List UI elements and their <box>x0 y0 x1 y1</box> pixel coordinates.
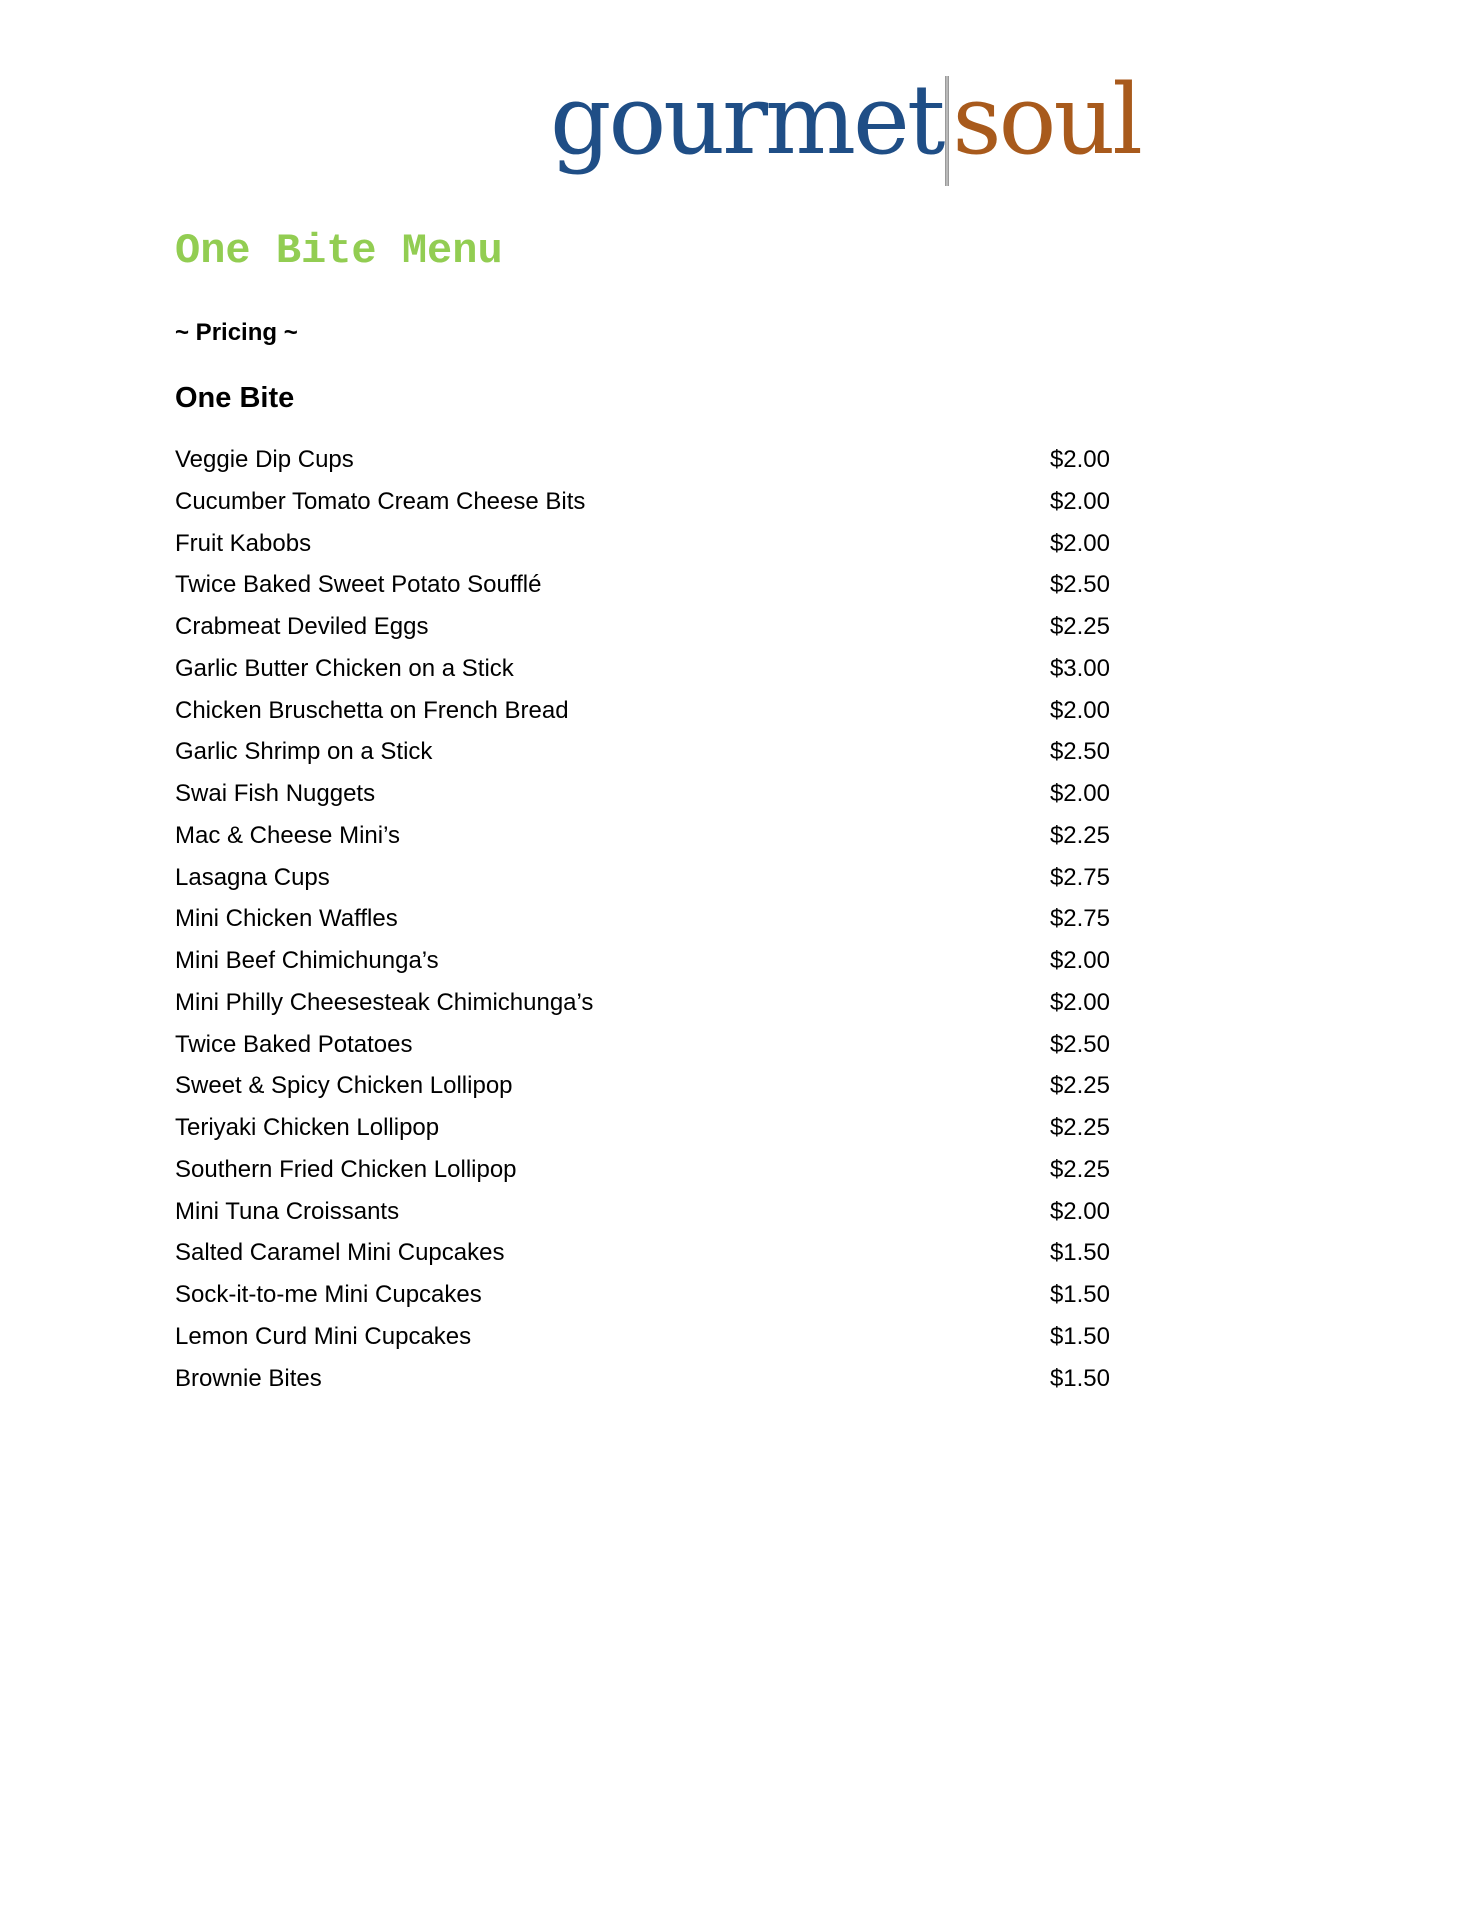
menu-item-name: Swai Fish Nuggets <box>175 780 376 807</box>
menu-item-name: Fruit Kabobs <box>175 529 312 557</box>
menu-item-name: Garlic Shrimp on a Stick <box>175 738 433 766</box>
menu-item <box>175 1065 1110 1107</box>
menu-item <box>175 1316 1110 1358</box>
menu-item-price: $2.00 <box>1049 487 1110 515</box>
menu-item-price: $2.25 <box>1049 613 1110 640</box>
menu-item <box>175 481 1110 523</box>
menu-item-price: $3.00 <box>1049 654 1110 682</box>
menu-item <box>175 857 1110 899</box>
menu-item <box>175 731 1110 773</box>
menu-item <box>175 523 1110 565</box>
menu-item-price: $2.00 <box>1049 1197 1110 1225</box>
menu-item-name: Crabmeat Deviled Eggs <box>175 613 429 640</box>
menu-item <box>175 606 1110 648</box>
menu-item-name: Mini Chicken Waffles <box>175 905 398 933</box>
menu-item-price: $1.50 <box>1049 1364 1110 1392</box>
menu-item-price: $2.50 <box>1049 738 1110 766</box>
menu-item-name: Garlic Butter Chicken on a Stick <box>175 654 514 682</box>
menu-item-name: Salted Caramel Mini Cupcakes <box>175 1239 505 1267</box>
menu-item-price: $2.00 <box>1049 988 1110 1016</box>
menu-item-name: Mini Beef Chimichunga’s <box>175 947 439 974</box>
menu-item <box>175 1107 1110 1149</box>
menu-item-price: $1.50 <box>1049 1322 1110 1350</box>
menu-item <box>175 690 1110 732</box>
menu-item <box>175 1274 1110 1316</box>
menu-item-name: Lemon Curd Mini Cupcakes <box>175 1322 472 1350</box>
menu-item <box>175 648 1110 690</box>
menu-item <box>175 564 1110 606</box>
menu-item-price: $2.50 <box>1049 571 1110 599</box>
gourmet-soul-logo <box>550 64 1140 190</box>
menu-item-name: Mac & Cheese Mini’s <box>175 821 400 849</box>
menu-item <box>175 940 1110 982</box>
menu-item-price: $2.25 <box>1049 1072 1110 1100</box>
menu-item <box>175 439 1110 481</box>
menu-item-name: Teriyaki Chicken Lollipop <box>175 1114 440 1141</box>
menu-item-name: Veggie Dip Cups <box>175 446 354 473</box>
menu-item-price: $2.00 <box>1049 529 1110 557</box>
logo-text-soul: soul <box>952 64 1140 176</box>
menu-item <box>175 1191 1110 1233</box>
menu-item-price: $1.50 <box>1049 1281 1110 1308</box>
menu-item <box>175 982 1110 1024</box>
menu-title: One Bite Menu <box>175 227 503 275</box>
logo-text-gourmet: gourmet <box>550 64 943 176</box>
menu-item-price: $2.00 <box>1049 947 1110 974</box>
menu-item-price: $2.25 <box>1049 1155 1110 1183</box>
menu-item-price: $2.75 <box>1049 905 1110 933</box>
menu-item-price: $2.50 <box>1049 1030 1110 1058</box>
menu-item-list <box>175 439 1110 1399</box>
menu-item-price: $2.00 <box>1049 780 1110 807</box>
menu-item <box>175 815 1110 857</box>
menu-item-price: $2.75 <box>1049 863 1110 891</box>
menu-item-name: Sock-it-to-me Mini Cupcakes <box>175 1281 482 1308</box>
menu-item-price: $1.50 <box>1049 1239 1110 1267</box>
menu-item-name: Chicken Bruschetta on French Bread <box>175 696 569 724</box>
menu-item <box>175 1024 1110 1066</box>
menu-item <box>175 898 1110 940</box>
menu-item-price: $2.00 <box>1049 696 1110 724</box>
menu-item-name: Mini Philly Cheesesteak Chimichunga’s <box>175 988 594 1016</box>
menu-item-price: $2.25 <box>1049 821 1110 849</box>
menu-item-price: $2.25 <box>1049 1114 1110 1141</box>
menu-item-name: Twice Baked Potatoes <box>175 1030 413 1058</box>
menu-item-name: Sweet & Spicy Chicken Lollipop <box>175 1072 513 1100</box>
menu-item <box>175 1232 1110 1274</box>
menu-item-name: Twice Baked Sweet Potato Soufflé <box>175 571 542 599</box>
section-title: One Bite <box>175 382 295 414</box>
menu-item <box>175 1358 1110 1400</box>
menu-item-name: Mini Tuna Croissants <box>175 1197 400 1225</box>
logo-divider <box>945 76 949 186</box>
menu-item <box>175 773 1110 815</box>
menu-item <box>175 1149 1110 1191</box>
menu-item-name: Brownie Bites <box>175 1364 322 1392</box>
menu-item-name: Lasagna Cups <box>175 863 330 891</box>
pricing-label: ~ Pricing ~ <box>175 319 298 346</box>
menu-item-price: $2.00 <box>1049 446 1110 473</box>
menu-item-name: Cucumber Tomato Cream Cheese Bits <box>175 487 586 515</box>
menu-item-name: Southern Fried Chicken Lollipop <box>175 1155 517 1183</box>
